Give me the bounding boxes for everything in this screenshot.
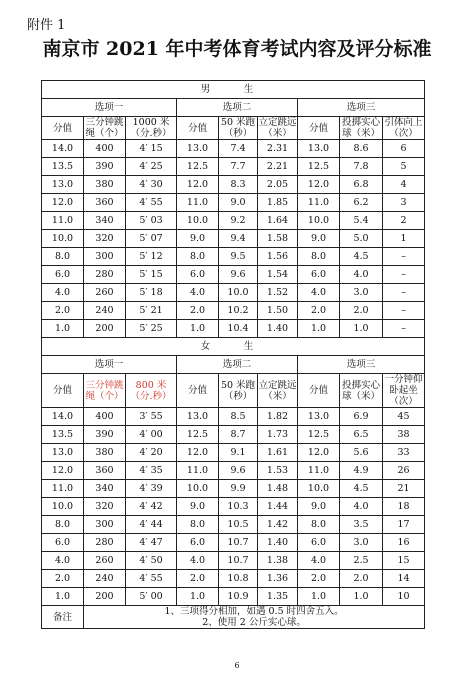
table-cell: 2.0 bbox=[42, 570, 84, 588]
table-cell: – bbox=[383, 284, 425, 302]
table-cell: 10.0 bbox=[298, 212, 340, 230]
table-cell: 1.64 bbox=[258, 212, 298, 230]
table-cell: 2.0 bbox=[298, 302, 340, 320]
attachment-label: 附件 1 bbox=[27, 18, 66, 33]
table-cell: 5.6 bbox=[340, 444, 383, 462]
table-cell: 11.0 bbox=[298, 194, 340, 212]
table-cell: 11.0 bbox=[298, 462, 340, 480]
table-cell: 1 bbox=[383, 230, 425, 248]
table-cell: 10.3 bbox=[219, 498, 258, 516]
table-cell: 10.0 bbox=[177, 480, 219, 498]
table-cell: 1.50 bbox=[258, 302, 298, 320]
table-row bbox=[42, 552, 425, 570]
table-cell: 4.9 bbox=[340, 462, 383, 480]
table-cell: 9.6 bbox=[219, 462, 258, 480]
table-cell: 10.0 bbox=[298, 480, 340, 498]
table-cell: 320 bbox=[84, 498, 126, 516]
table-cell: 320 bbox=[84, 230, 126, 248]
table-cell: 4 bbox=[383, 176, 425, 194]
table-cell: 1.44 bbox=[258, 498, 298, 516]
table-cell: 3 bbox=[383, 194, 425, 212]
table-cell: 300 bbox=[84, 248, 126, 266]
female-header-row bbox=[42, 374, 425, 408]
table-cell: 6.0 bbox=[177, 534, 219, 552]
table-cell: 4.0 bbox=[340, 498, 383, 516]
table-cell: 1.58 bbox=[258, 230, 298, 248]
table-cell: 4′ 35 bbox=[126, 462, 177, 480]
table-cell: 4.0 bbox=[42, 552, 84, 570]
table-cell: 10 bbox=[383, 588, 425, 606]
table-cell: 400 bbox=[84, 408, 126, 426]
table-cell: 1.0 bbox=[42, 320, 84, 338]
male-header-cell: 引体向上（次） bbox=[383, 117, 425, 140]
table-row bbox=[42, 230, 425, 248]
table-row bbox=[42, 212, 425, 230]
table-cell: 2.5 bbox=[340, 552, 383, 570]
table-cell: 1.0 bbox=[340, 588, 383, 606]
female-option1-label: 选项一 bbox=[42, 356, 177, 374]
male-header-cell: 分值 bbox=[298, 117, 340, 140]
table-cell: 1.0 bbox=[298, 320, 340, 338]
table-cell: 14.0 bbox=[42, 140, 84, 158]
table-cell: 6.9 bbox=[340, 408, 383, 426]
table-cell: 12.5 bbox=[298, 426, 340, 444]
table-cell: 8.0 bbox=[42, 516, 84, 534]
table-cell: 9.0 bbox=[177, 498, 219, 516]
female-option2-label: 选项二 bbox=[177, 356, 298, 374]
table-cell: 340 bbox=[84, 480, 126, 498]
table-cell: 9.6 bbox=[219, 266, 258, 284]
female-header-cell: 一分钟仰卧起坐（次） bbox=[383, 374, 425, 408]
table-cell: 2.0 bbox=[340, 302, 383, 320]
table-cell: 10.2 bbox=[219, 302, 258, 320]
table-row bbox=[42, 140, 425, 158]
table-cell: 15 bbox=[383, 552, 425, 570]
table-cell: 5′ 03 bbox=[126, 212, 177, 230]
table-cell: 7.4 bbox=[219, 140, 258, 158]
table-cell: 11.0 bbox=[42, 212, 84, 230]
table-cell: 5.0 bbox=[340, 230, 383, 248]
table-cell: 4′ 39 bbox=[126, 480, 177, 498]
table-cell: 2.05 bbox=[258, 176, 298, 194]
female-header-cell: 800 米（分.秒） bbox=[126, 374, 177, 408]
table-cell: 8.0 bbox=[298, 516, 340, 534]
table-cell: 8.0 bbox=[42, 248, 84, 266]
table-cell: 4.0 bbox=[42, 284, 84, 302]
scoring-table bbox=[41, 80, 425, 629]
table-cell: 10.0 bbox=[42, 230, 84, 248]
table-cell: 8.5 bbox=[219, 408, 258, 426]
table-cell: – bbox=[383, 320, 425, 338]
male-header-cell: 投掷实心球（米） bbox=[340, 117, 383, 140]
table-cell: 1.36 bbox=[258, 570, 298, 588]
table-cell: 2.0 bbox=[177, 302, 219, 320]
table-cell: 1.48 bbox=[258, 480, 298, 498]
table-cell: 33 bbox=[383, 444, 425, 462]
table-cell: 10.0 bbox=[219, 284, 258, 302]
table-row bbox=[42, 444, 425, 462]
table-cell: 12.5 bbox=[177, 426, 219, 444]
table-cell: 11.0 bbox=[177, 462, 219, 480]
table-row bbox=[42, 266, 425, 284]
table-row bbox=[42, 498, 425, 516]
table-cell: 1.0 bbox=[42, 588, 84, 606]
table-cell: 10.8 bbox=[219, 570, 258, 588]
table-row bbox=[42, 176, 425, 194]
table-cell: 13.0 bbox=[298, 140, 340, 158]
table-cell: 45 bbox=[383, 408, 425, 426]
table-cell: 6.0 bbox=[298, 534, 340, 552]
table-row bbox=[42, 302, 425, 320]
table-cell: 12.0 bbox=[298, 176, 340, 194]
table-cell: 8.0 bbox=[177, 516, 219, 534]
table-cell: 1.0 bbox=[340, 320, 383, 338]
female-header-cell: 分值 bbox=[177, 374, 219, 408]
table-cell: 8.7 bbox=[219, 426, 258, 444]
table-cell: 1.35 bbox=[258, 588, 298, 606]
table-row bbox=[42, 426, 425, 444]
table-cell: 6.8 bbox=[340, 176, 383, 194]
table-cell: 26 bbox=[383, 462, 425, 480]
table-cell: 2.0 bbox=[42, 302, 84, 320]
table-cell: 2.0 bbox=[298, 570, 340, 588]
notes-label: 备注 bbox=[42, 606, 84, 629]
table-cell: 6.5 bbox=[340, 426, 383, 444]
table-cell: 1.0 bbox=[177, 588, 219, 606]
male-option1-label: 选项一 bbox=[42, 99, 177, 117]
table-cell: 4′ 55 bbox=[126, 194, 177, 212]
table-cell: 38 bbox=[383, 426, 425, 444]
table-cell: 9.1 bbox=[219, 444, 258, 462]
table-cell: 360 bbox=[84, 462, 126, 480]
table-cell: 4′ 50 bbox=[126, 552, 177, 570]
table-cell: 360 bbox=[84, 194, 126, 212]
table-cell: 6 bbox=[383, 140, 425, 158]
table-cell: 9.2 bbox=[219, 212, 258, 230]
table-cell: 11.0 bbox=[42, 480, 84, 498]
table-row bbox=[42, 194, 425, 212]
table-cell: 8.3 bbox=[219, 176, 258, 194]
table-cell: 4′ 15 bbox=[126, 140, 177, 158]
table-cell: 12.5 bbox=[177, 158, 219, 176]
male-header-cell: 分值 bbox=[42, 117, 84, 140]
table-row bbox=[42, 158, 425, 176]
table-cell: 4′ 55 bbox=[126, 570, 177, 588]
table-cell: 2.0 bbox=[177, 570, 219, 588]
table-cell: 7.8 bbox=[340, 158, 383, 176]
table-cell: 14.0 bbox=[42, 408, 84, 426]
male-header-cell: 三分钟跳绳（个） bbox=[85, 117, 124, 139]
table-cell: 4′ 42 bbox=[126, 498, 177, 516]
table-cell: 10.9 bbox=[219, 588, 258, 606]
table-cell: 1.54 bbox=[258, 266, 298, 284]
female-header-cell: 50 米跑（秒） bbox=[219, 374, 258, 408]
table-cell: 3.5 bbox=[340, 516, 383, 534]
table-cell: 300 bbox=[84, 516, 126, 534]
table-cell: 1.0 bbox=[298, 588, 340, 606]
male-section-row bbox=[42, 81, 425, 99]
male-header-cell: 50 米跑（秒） bbox=[219, 117, 258, 140]
table-cell: 4′ 47 bbox=[126, 534, 177, 552]
male-option3-label: 选项三 bbox=[298, 99, 425, 117]
table-cell: 12.0 bbox=[42, 194, 84, 212]
table-cell: 2 bbox=[383, 212, 425, 230]
table-cell: 12.0 bbox=[298, 444, 340, 462]
female-header-cell: 三分钟跳绳（个） bbox=[84, 374, 126, 408]
table-cell: 380 bbox=[84, 176, 126, 194]
table-cell: 4.5 bbox=[340, 480, 383, 498]
note-line: 2、使用 2 公斤实心球。 bbox=[202, 617, 306, 628]
table-row bbox=[42, 570, 425, 588]
notes-text bbox=[84, 606, 425, 629]
table-cell: 18 bbox=[383, 498, 425, 516]
table-cell: 9.5 bbox=[219, 248, 258, 266]
table-cell: 5.4 bbox=[340, 212, 383, 230]
table-cell: 1.42 bbox=[258, 516, 298, 534]
male-header-row bbox=[42, 117, 425, 140]
table-cell: 280 bbox=[84, 534, 126, 552]
table-cell: 9.9 bbox=[219, 480, 258, 498]
table-cell: 4.0 bbox=[340, 266, 383, 284]
table-cell: 9.0 bbox=[219, 194, 258, 212]
table-cell: 10.7 bbox=[219, 534, 258, 552]
table-cell: 380 bbox=[84, 444, 126, 462]
table-cell: 9.0 bbox=[177, 230, 219, 248]
table-cell: 13.0 bbox=[42, 444, 84, 462]
table-cell: 390 bbox=[84, 426, 126, 444]
table-cell: 21 bbox=[383, 480, 425, 498]
table-cell: 11.0 bbox=[177, 194, 219, 212]
table-row bbox=[42, 480, 425, 498]
table-cell: 13.0 bbox=[298, 408, 340, 426]
table-cell: 5′ 15 bbox=[126, 266, 177, 284]
female-header-cell: 立定跳远（米） bbox=[258, 374, 298, 408]
table-cell: 5′ 25 bbox=[126, 320, 177, 338]
table-cell: 14 bbox=[383, 570, 425, 588]
table-cell: 12.0 bbox=[177, 444, 219, 462]
table-row bbox=[42, 534, 425, 552]
male-option-row bbox=[42, 99, 425, 117]
table-cell: 1.53 bbox=[258, 462, 298, 480]
table-cell: 9.0 bbox=[298, 230, 340, 248]
table-cell: 4.0 bbox=[177, 284, 219, 302]
table-row bbox=[42, 320, 425, 338]
table-cell: 8.6 bbox=[340, 140, 383, 158]
female-header-cell: 分值 bbox=[298, 374, 340, 408]
table-cell: 10.4 bbox=[219, 320, 258, 338]
male-option2-label: 选项二 bbox=[177, 99, 298, 117]
table-cell: 13.5 bbox=[42, 426, 84, 444]
table-cell: 12.5 bbox=[298, 158, 340, 176]
table-cell: 340 bbox=[84, 212, 126, 230]
male-section-label: 男 生 bbox=[42, 81, 425, 99]
table-cell: 1.38 bbox=[258, 552, 298, 570]
table-cell: 1.73 bbox=[258, 426, 298, 444]
page-number: 6 bbox=[234, 661, 240, 670]
table-row bbox=[42, 516, 425, 534]
table-cell: – bbox=[383, 266, 425, 284]
table-row bbox=[42, 284, 425, 302]
table-cell: 13.5 bbox=[42, 158, 84, 176]
table-cell: 1.61 bbox=[258, 444, 298, 462]
table-row bbox=[42, 408, 425, 426]
table-cell: 1.40 bbox=[258, 534, 298, 552]
table-cell: 4′ 25 bbox=[126, 158, 177, 176]
female-option3-label: 选项三 bbox=[298, 356, 425, 374]
table-cell: 5′ 12 bbox=[126, 248, 177, 266]
male-header-cell: 1000 米（分.秒） bbox=[126, 117, 177, 140]
table-cell: 280 bbox=[84, 266, 126, 284]
table-cell: 260 bbox=[84, 284, 126, 302]
table-cell: 5′ 18 bbox=[126, 284, 177, 302]
female-section-label: 女 生 bbox=[42, 338, 425, 356]
table-cell: 200 bbox=[84, 588, 126, 606]
table-cell: 1.40 bbox=[258, 320, 298, 338]
table-cell: 400 bbox=[84, 140, 126, 158]
table-cell: 3.0 bbox=[340, 284, 383, 302]
table-cell: 7.7 bbox=[219, 158, 258, 176]
table-row bbox=[42, 462, 425, 480]
table-cell: 390 bbox=[84, 158, 126, 176]
table-cell: 1.52 bbox=[258, 284, 298, 302]
table-cell: 8.0 bbox=[298, 248, 340, 266]
table-cell: 4.0 bbox=[298, 552, 340, 570]
table-cell: 8.0 bbox=[177, 248, 219, 266]
table-cell: 4′ 30 bbox=[126, 176, 177, 194]
table-cell: 1.85 bbox=[258, 194, 298, 212]
scoring-table-body bbox=[42, 81, 425, 629]
table-cell: 1.0 bbox=[177, 320, 219, 338]
table-cell: 12.0 bbox=[177, 176, 219, 194]
male-header-cell: 立定跳远（米） bbox=[258, 117, 297, 139]
table-row bbox=[42, 248, 425, 266]
table-cell: 9.0 bbox=[298, 498, 340, 516]
female-option-row bbox=[42, 356, 425, 374]
table-cell: 16 bbox=[383, 534, 425, 552]
table-cell: – bbox=[383, 302, 425, 320]
table-cell: 10.5 bbox=[219, 516, 258, 534]
female-header-cell: 分值 bbox=[42, 374, 84, 408]
table-cell: 2.21 bbox=[258, 158, 298, 176]
table-cell: 240 bbox=[84, 302, 126, 320]
table-cell: 10.7 bbox=[219, 552, 258, 570]
table-cell: 4′ 00 bbox=[126, 426, 177, 444]
table-cell: 3.0 bbox=[340, 534, 383, 552]
table-cell: 240 bbox=[84, 570, 126, 588]
note-line: 1、三项得分相加，如遇 0.5 时四舍五入。 bbox=[164, 606, 344, 617]
page-title: 南京市 2021 年中考体育考试内容及评分标准 bbox=[42, 38, 432, 60]
table-cell: 6.0 bbox=[177, 266, 219, 284]
table-cell: 10.0 bbox=[177, 212, 219, 230]
table-cell: 5 bbox=[383, 158, 425, 176]
table-cell: 17 bbox=[383, 516, 425, 534]
table-cell: 4′ 44 bbox=[126, 516, 177, 534]
table-row bbox=[42, 588, 425, 606]
table-cell: 4.0 bbox=[177, 552, 219, 570]
table-cell: 13.0 bbox=[177, 408, 219, 426]
table-cell: 5′ 00 bbox=[126, 588, 177, 606]
table-cell: 3′ 55 bbox=[126, 408, 177, 426]
table-cell: 2.31 bbox=[258, 140, 298, 158]
notes-row bbox=[42, 606, 425, 629]
table-cell: 200 bbox=[84, 320, 126, 338]
table-cell: 6.0 bbox=[42, 534, 84, 552]
table-cell: 2.0 bbox=[340, 570, 383, 588]
table-cell: 13.0 bbox=[42, 176, 84, 194]
female-section-row bbox=[42, 338, 425, 356]
table-cell: 1.82 bbox=[258, 408, 298, 426]
table-cell: 12.0 bbox=[42, 462, 84, 480]
table-cell: 10.0 bbox=[42, 498, 84, 516]
table-cell: 9.4 bbox=[219, 230, 258, 248]
table-cell: 4′ 20 bbox=[126, 444, 177, 462]
male-header-cell: 分值 bbox=[177, 117, 219, 140]
table-cell: 6.0 bbox=[298, 266, 340, 284]
table-cell: 5′ 07 bbox=[126, 230, 177, 248]
table-cell: – bbox=[383, 248, 425, 266]
table-cell: 6.0 bbox=[42, 266, 84, 284]
table-cell: 13.0 bbox=[177, 140, 219, 158]
table-cell: 6.2 bbox=[340, 194, 383, 212]
female-header-cell: 投掷实心球（米） bbox=[340, 374, 383, 408]
table-cell: 5′ 21 bbox=[126, 302, 177, 320]
table-cell: 1.56 bbox=[258, 248, 298, 266]
table-cell: 260 bbox=[84, 552, 126, 570]
table-cell: 4.0 bbox=[298, 284, 340, 302]
table-cell: 4.5 bbox=[340, 248, 383, 266]
